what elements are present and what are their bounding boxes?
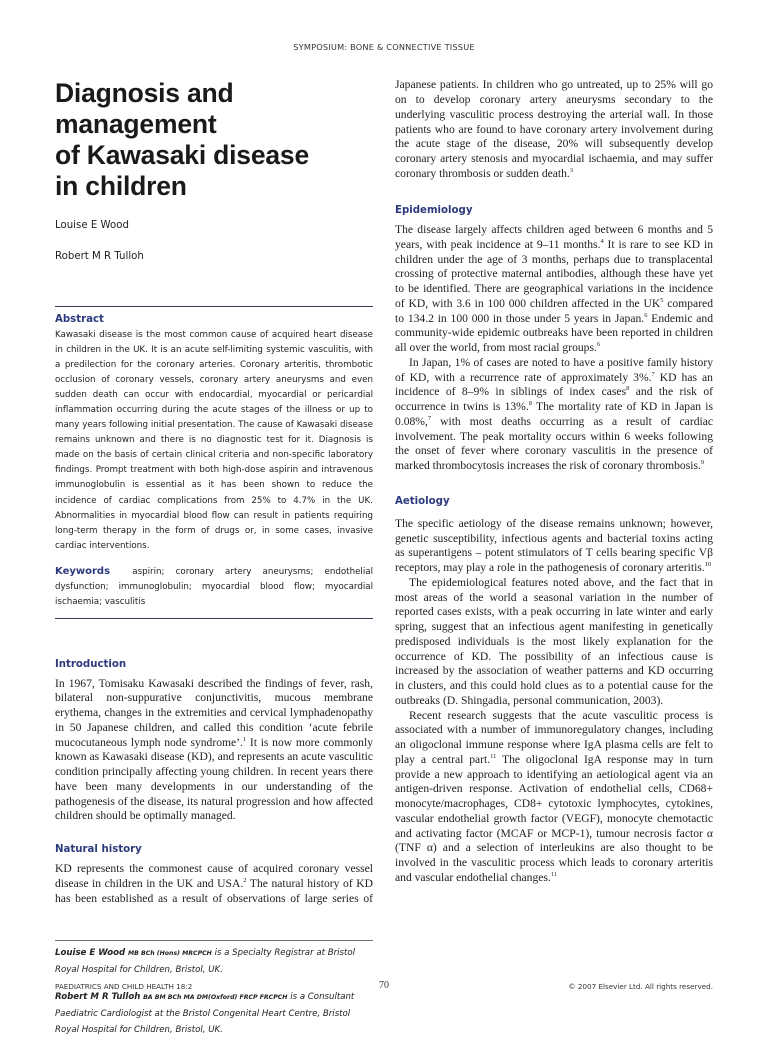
paragraph: In Japan, 1% of cases are noted to have a positive family history of KD, with a recurrence rate of approximately 3%.$^7$ KD has an incidence of 8–9% in siblings of index cases$^8$ and the risk of occurrence in twins is 13%.$^8$ The mortality rate of KD in Japan is 0.08%,$^7$ with most deaths occurring as a result of cardiac involvement. The peak mortality occurs within 6 weeks following the onset of fever where coronary vasculitis in the presence of marked thrombocytosis increases the risk of coronary thrombosis.$^9$: [395, 355, 714, 472]
paragraph: The epidemiological features noted above, and the fact that in most areas of the world a seasonal variation in the number of reported cases exists, with a peak occurring in late winter and early spring, suggest that an infectious agent manifesting in genetically predisposed individuals is the most likely explanation for the occurrence of KD. The possibility of an infectious cause is increased by the association of weather patterns and KD occurring in clusters, and this could hold clues as to a potential cause for the outbreaks (D. Shingadia, personal communication, 2003).: [395, 575, 713, 707]
abstract-top-rule: [55, 306, 373, 307]
journal-name: PAEDIATRICS AND CHILD HEALTH 18:2: [55, 982, 193, 991]
citation: 3: [569, 166, 574, 174]
citation: 6: [644, 311, 648, 319]
citation: 7: [651, 370, 655, 378]
citation: 8: [626, 385, 630, 393]
right-column: [395, 78, 713, 886]
article-title: [55, 78, 373, 202]
section-heading: Epidemiology: [395, 205, 473, 216]
author-name: Robert M R Tulloh: [55, 251, 144, 262]
paragraph: The specific aetiology of the disease remains unknown; however, genetic susceptibility, infectious agents and bacterial toxins acting as superantigens – potent stimulators of T cells bearing specific Vβ receptors, may play a role in the pathogenesis of coronary arteritis.$^{10}$: [395, 516, 713, 574]
left-column: [55, 78, 373, 1039]
section-heading: Natural history: [55, 844, 142, 856]
title-line: in children: [55, 171, 187, 201]
section-epidemiology: [395, 205, 713, 474]
citation: 2: [243, 876, 247, 884]
citation: 11: [490, 752, 497, 760]
citation: 1: [242, 735, 247, 743]
paragraph: The disease largely affects children aged between 6 months and 5 years, with peak incidence at 9–11 months.$^4$ It is rare to see KD in children under the age of 3 months, perhaps due to transplacental crossing of protective maternal antibodies, although these have yet to be identified. There are geographical variations in the incidence of KD, with 3.6 in 100 000 children affected in the $UK^5$ compared to 134.2 in 100 000 in those under 5 years in Japan.$^6$ Endemic and community-wide epidemic outbreaks have been reported in children all over the world, from most racial groups.$^6$: [395, 223, 714, 354]
copyright: © 2007 Elsevier Ltd. All rights reserved.: [568, 982, 713, 991]
abstract-bottom-rule: [55, 618, 373, 619]
citation: 8: [528, 400, 532, 408]
title-line: of Kawasaki disease: [55, 140, 309, 170]
abstract-box: [55, 314, 373, 619]
author-footnote: Robert M R Tulloh BA BM BCh MA DM(Oxford) FRCP FRCPCH is a Consultant Paediatric Cardiologist at the Bristol Congenital Heart Centre, Bristol Royal Hospital for Children, Bristol, UK.: [55, 991, 355, 1036]
keywords-label: Keywords: [55, 565, 111, 577]
section-natural-history: [55, 844, 373, 906]
section-heading: Introduction: [55, 658, 127, 670]
paragraph: Recent research suggests that the acute vasculitic process is associated with a number of immunoregulatory changes, including an oligoclonal immune response where IgA plasma cells are felt to play a central part.$^{11}$ The oligoclonal IgA response may in turn provide a new approach to identifying an aetiological agent via an antigen-driven response. Activation of endothelial cells, CD68+ monocyte/macrophages, CD8+ cytotoxic lymphocytes, cytokines, vascular endothelial growth factor (VEGF), monocyte chemotactic and activating factor (MCAF or MCP-1), tumour necrosis factor α (TNF α) and a selection of interleukins are also thought to be involved in the vasculitic process which leads to coronary arteritis and vascular endothelial changes.$^{11}$: [395, 708, 713, 884]
title-line: Diagnosis and management: [55, 78, 234, 139]
abstract-text: Kawasaki disease is the most common cause of acquired heart disease in children in the UK. It is an acute self-limiting systemic vasculitis, with a predilection for the coronary arteries. Coronary arteritis, thrombotic occlusion of coronary vessels, coronary artery aneurysms and even sudden death can occur with endocardial, myocardial or pericardial inflammation occurring during the acute stages of the illness or up to many years following initial presentation. The cause of Kawasaki disease remains unknown and there is no diagnostic test for it. Diagnosis is made on the basis of certain clinical criteria and non-specific laboratory findings. Prompt treatment with both high-dose aspirin and intravenous immunoglobulin is essential as it has been shown to reduce the incidence of cardiac complications from 25% to 4.7% in the UK. Abnormalities in myocardial blood flow can result in patients requiring long-term therapy in the form of drugs or, in some cases, invasive cardiac interventions.: [55, 330, 373, 551]
paragraph: Japanese patients. In children who go untreated, up to 25% will go on to develop coronary artery aneurysms secondary to the underlying vasculitic process destroying the arterial wall. In those patients who are found to have coronary artery involvement during the acute stage of the disease, 20% will subsequently develop coronary artery stenosis and myocardial ischaemia, and may suffer coronary thrombosis or sudden death.$^3$: [395, 78, 713, 180]
running-header: SYMPOSIUM: BONE & CONNECTIVE TISSUE: [293, 42, 475, 52]
author-footnote: Louise E Wood MB BCh (Hons) MRCPCH is a Specialty Registrar at Bristol Royal Hospital for Children, Bristol, UK.: [55, 948, 356, 976]
keywords: [55, 564, 373, 611]
citation: 4: [600, 237, 604, 245]
citation: 5: [660, 296, 664, 304]
section-aetiology: [395, 496, 713, 886]
natural-history-continued: [395, 78, 713, 181]
citation: 11: [550, 870, 558, 878]
paragraph: KD represents the commonest cause of acquired coronary vessel disease in children in the UK and USA.$^2$ The natural history of KD has been established as a result of observations of large series of: [55, 862, 373, 906]
natural-history-start: The natural history of KD has been established as a result of observations of large series of: [55, 876, 373, 905]
paragraph: In 1967, Tomisaku Kawasaki described the findings of fever, rash, bilateral non-suppurative conjunctivitis, mucous membrane erythema, changes in the extremities and cervical lymphadenopathy in 50 Japanese children, and called this condition ‘acute febrile mucocutaneous lymph node syndrome’.$^1$ It is now more commonly known as Kawasaki disease (KD), and represents an acute vasculitic condition principally affecting young children. In recent years there have been many developments in our understanding of the pathogenesis of the disease, its natural progression and how affected children should be optimally managed.: [55, 676, 373, 823]
citation: 9: [700, 459, 705, 467]
citation: 10: [704, 561, 712, 569]
abstract-heading: Abstract: [55, 314, 104, 325]
keywords-text: aspirin; coronary artery aneurysms; endothelial dysfunction; immunoglobulin; myocardial blood flow; myocardial ischaemia; vasculitis: [55, 566, 373, 608]
section-introduction: [55, 659, 373, 825]
footnote-rule: [55, 940, 373, 941]
citation: 7: [427, 414, 432, 422]
section-heading: Aetiology: [395, 495, 450, 507]
citation: 6: [596, 341, 601, 349]
page-number: 70: [379, 980, 389, 991]
author-name: Louise E Wood: [55, 220, 129, 231]
